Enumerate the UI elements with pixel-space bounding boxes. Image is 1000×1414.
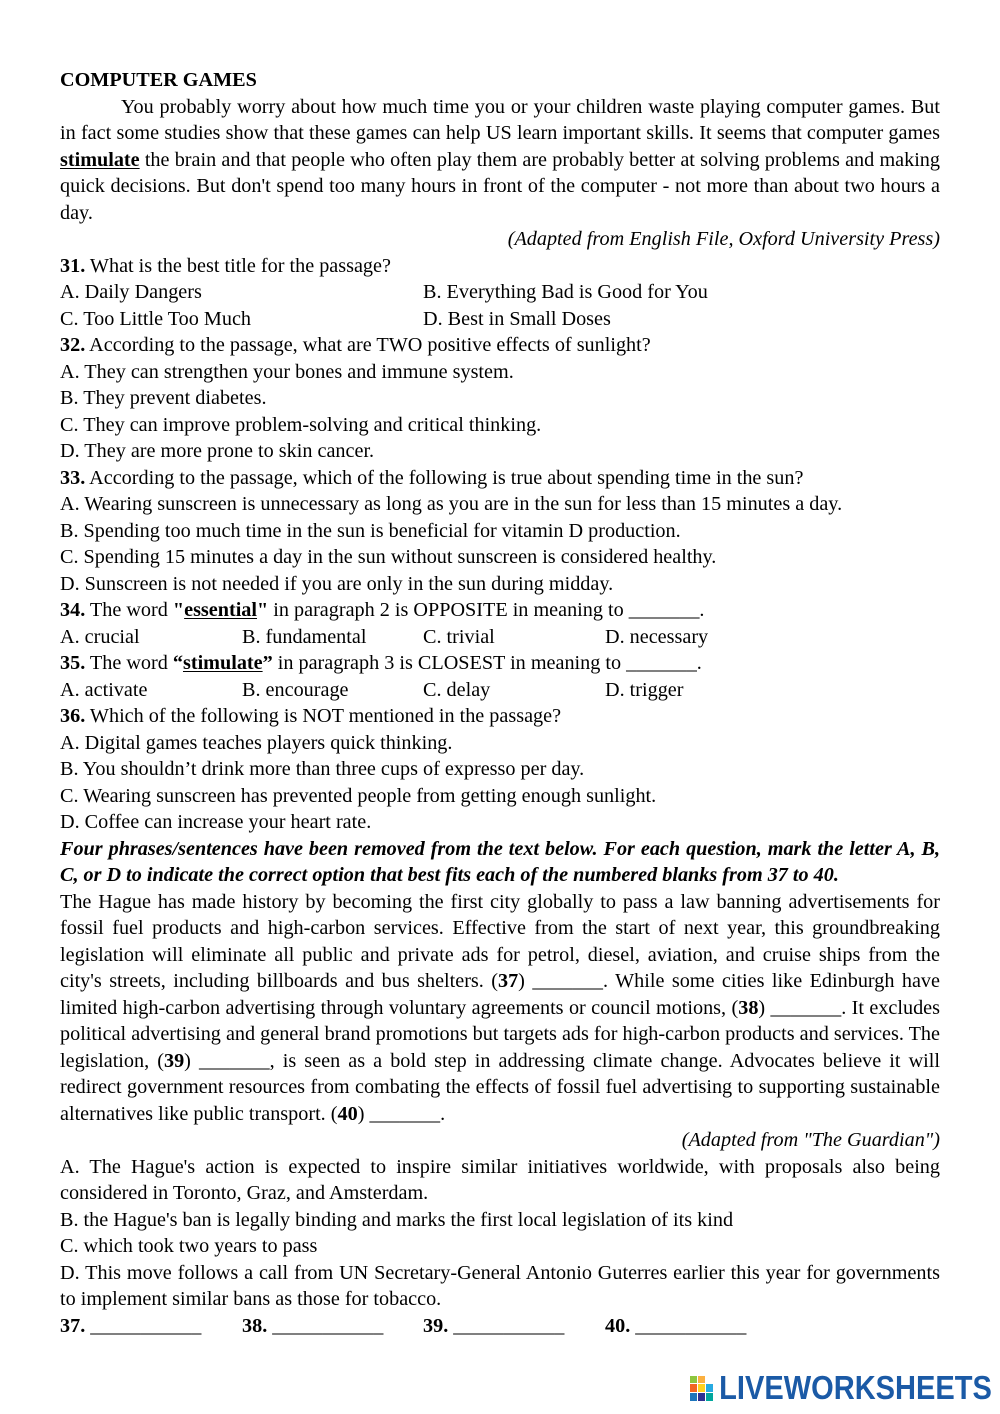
question-36: [60, 703, 940, 836]
option-b: B. encourage: [242, 678, 349, 701]
cloze-text: ) _______. While some cities like Edinburgh have limited high-carbon advertising through voluntary agreements or council motions, (: [60, 970, 940, 1019]
option-a: A. activate: [60, 678, 148, 701]
answer-number: 38.: [242, 1314, 268, 1337]
option-a: A. crucial: [60, 625, 140, 648]
quote-close: ”: [262, 652, 273, 674]
cloze-text: ) _______. It excludes political advertising and general brand promotions but targets ads for high-carbon products and services. The legislation, (: [60, 996, 941, 1072]
blank-number-40: 40: [337, 1102, 358, 1125]
question-stem: [60, 597, 940, 624]
worksheet-page: [60, 67, 940, 1339]
question-stem: [60, 650, 940, 677]
question-stem: [60, 703, 940, 730]
options-row: [60, 279, 940, 306]
passage-paragraph: [60, 94, 940, 227]
option-b: B. They prevent diabetes.: [60, 387, 267, 409]
liveworksheets-logo: [688, 1371, 992, 1405]
cloze-option-b: B. the Hague's ban is legally binding and marks the first local legislation of its kind: [60, 1208, 734, 1231]
question-text-after: in paragraph 3 is CLOSEST in meaning to _______.: [272, 652, 702, 674]
option-a: A. Daily Dangers: [60, 281, 202, 303]
question-35: [60, 650, 940, 703]
question-32: [60, 332, 940, 465]
cloze-text: ) _______.: [357, 1102, 446, 1125]
keyword-essential: essential: [184, 599, 258, 621]
option-c: C. Too Little Too Much: [60, 307, 252, 330]
keyword-stimulate: stimulate: [182, 652, 263, 674]
option-b: B. Spending too much time in the sun is beneficial for vitamin D production.: [60, 519, 681, 542]
quoted-keyword: [173, 599, 268, 621]
question-stem: [60, 253, 940, 280]
blank-number-37: 37: [497, 970, 519, 992]
cloze-text: ) _______, is seen as a bold step in addressing climate change. Advocates believe it will redirect government resources from combating the effects of fossil fuel advertising to supporting sustainable alternatives like public transport. (: [60, 1049, 941, 1125]
question-text: According to the passage, which of the following is true about spending time in the sun?: [89, 466, 804, 489]
answer-39: [423, 1313, 564, 1340]
liveworksheets-logo-text: LIVEWORKSHEETS: [719, 1369, 992, 1406]
option-a: A. Wearing sunscreen is unnecessary as long as you are in the sun for less than 15 minutes a day.: [60, 493, 843, 515]
option-d: D. They are more prone to skin cancer.: [60, 440, 375, 462]
option-b: B. fundamental: [242, 625, 367, 648]
question-number: 35.: [60, 652, 86, 674]
option-b: B. Everything Bad is Good for You: [423, 281, 708, 303]
passage-title: COMPUTER GAMES: [60, 69, 257, 91]
cloze-option-d: D. This move follows a call from UN Secretary-General Antonio Guterres earlier this year for governments to implement similar bans as those for tobacco.: [60, 1261, 940, 1310]
answer-37: [60, 1313, 201, 1340]
option-d: D. Best in Small Doses: [423, 307, 611, 330]
answer-blank: ___________: [90, 1314, 202, 1337]
cloze-passage: [60, 889, 940, 1128]
option-b: B. You shouldn’t drink more than three cups of expresso per day.: [60, 758, 585, 780]
options-row: [60, 306, 940, 333]
option-d: D. trigger: [605, 678, 684, 701]
option-c: C. They can improve problem-solving and critical thinking.: [60, 413, 542, 436]
cloze-option-c: C. which took two years to pass: [60, 1235, 318, 1257]
option-c: C. Spending 15 minutes a day in the sun without sunscreen is considered healthy.: [60, 546, 717, 568]
question-stem: [60, 332, 940, 359]
option-a: A. They can strengthen your bones and immune system.: [60, 360, 514, 383]
question-number: 32.: [60, 334, 86, 356]
question-number: 33.: [60, 466, 86, 489]
option-c: C. Wearing sunscreen has prevented people from getting enough sunlight.: [60, 784, 657, 807]
passage-keyword: stimulate: [60, 148, 140, 171]
option-d: D. Coffee can increase your heart rate.: [60, 811, 372, 833]
answer-40: [605, 1313, 746, 1340]
answer-number: 37.: [60, 1314, 86, 1337]
options-row: [60, 624, 940, 651]
answer-number: 39.: [423, 1314, 449, 1337]
question-34: [60, 597, 940, 650]
question-stem: [60, 465, 940, 492]
cloze-option-a: A. The Hague's action is expected to inspire similar initiatives worldwide, with proposals also being considered in Toronto, Graz, and Amsterdam.: [60, 1155, 940, 1204]
question-text: What is the best title for the passage?: [89, 254, 391, 277]
cloze-source: (Adapted from "The Guardian"): [681, 1129, 940, 1151]
question-33: [60, 465, 940, 598]
blank-number-39: 39: [163, 1049, 185, 1072]
question-text: According to the passage, what are TWO positive effects of sunlight?: [89, 334, 651, 356]
question-number: 36.: [60, 705, 86, 727]
question-text-before: The word: [89, 652, 173, 674]
question-text-before: The word: [89, 599, 173, 621]
option-c: C. delay: [423, 678, 491, 701]
quote-open: ": [172, 599, 185, 621]
question-number: 34.: [60, 599, 86, 621]
question-text: Which of the following is NOT mentioned in the passage?: [89, 705, 562, 727]
question-text-after: in paragraph 2 is OPPOSITE in meaning to _______.: [268, 599, 705, 621]
quoted-keyword: [173, 652, 273, 674]
option-d: D. necessary: [605, 625, 709, 648]
quote-close: ": [257, 599, 269, 621]
quote-open: “: [172, 652, 183, 674]
cloze-instruction: Four phrases/sentences have been removed from the text below. For each question, mark the letter A, B, C, or D to indicate the correct option that best fits each of the numbered blanks from 37 to 40.: [60, 837, 940, 886]
passage-text-after: the brain and that people who often play them are probably better at solving problems and making quick decisions. But don't spend too many hours in front of the computer - not more than about two hours a day.: [60, 148, 940, 224]
answer-number: 40.: [605, 1314, 631, 1337]
option-c: C. trivial: [423, 625, 495, 648]
passage-text-before: You probably worry about how much time you or your children waste playing computer games. But in fact some studies show that these games can help US learn important skills. It seems that computer games: [60, 95, 940, 144]
answer-blank: ___________: [635, 1314, 747, 1337]
option-a: A. Digital games teaches players quick thinking.: [60, 731, 453, 754]
question-number: 31.: [60, 254, 86, 277]
answer-blank: ___________: [453, 1314, 565, 1337]
answer-38: [242, 1313, 383, 1340]
cloze-text: The Hague has made history by becoming the first city globally to pass a law banning advertisements for fossil fuel products and high-carbon services. Effective from the start of next year, this groundbreaking legislation will eliminate all public and private ads for petrol, diesel, aviation, and cruise ships from the city's streets, including billboards and bus shelters. (: [60, 890, 940, 992]
question-31: [60, 253, 940, 333]
options-row: [60, 677, 940, 704]
answer-blank: ___________: [272, 1314, 384, 1337]
passage-source: (Adapted from English File, Oxford University Press): [507, 228, 940, 250]
option-d: D. Sunscreen is not needed if you are only in the sun during midday.: [60, 572, 614, 595]
answer-row: [60, 1313, 940, 1340]
blank-number-38: 38: [738, 996, 759, 1019]
liveworksheets-logo-icon: [690, 1376, 714, 1401]
